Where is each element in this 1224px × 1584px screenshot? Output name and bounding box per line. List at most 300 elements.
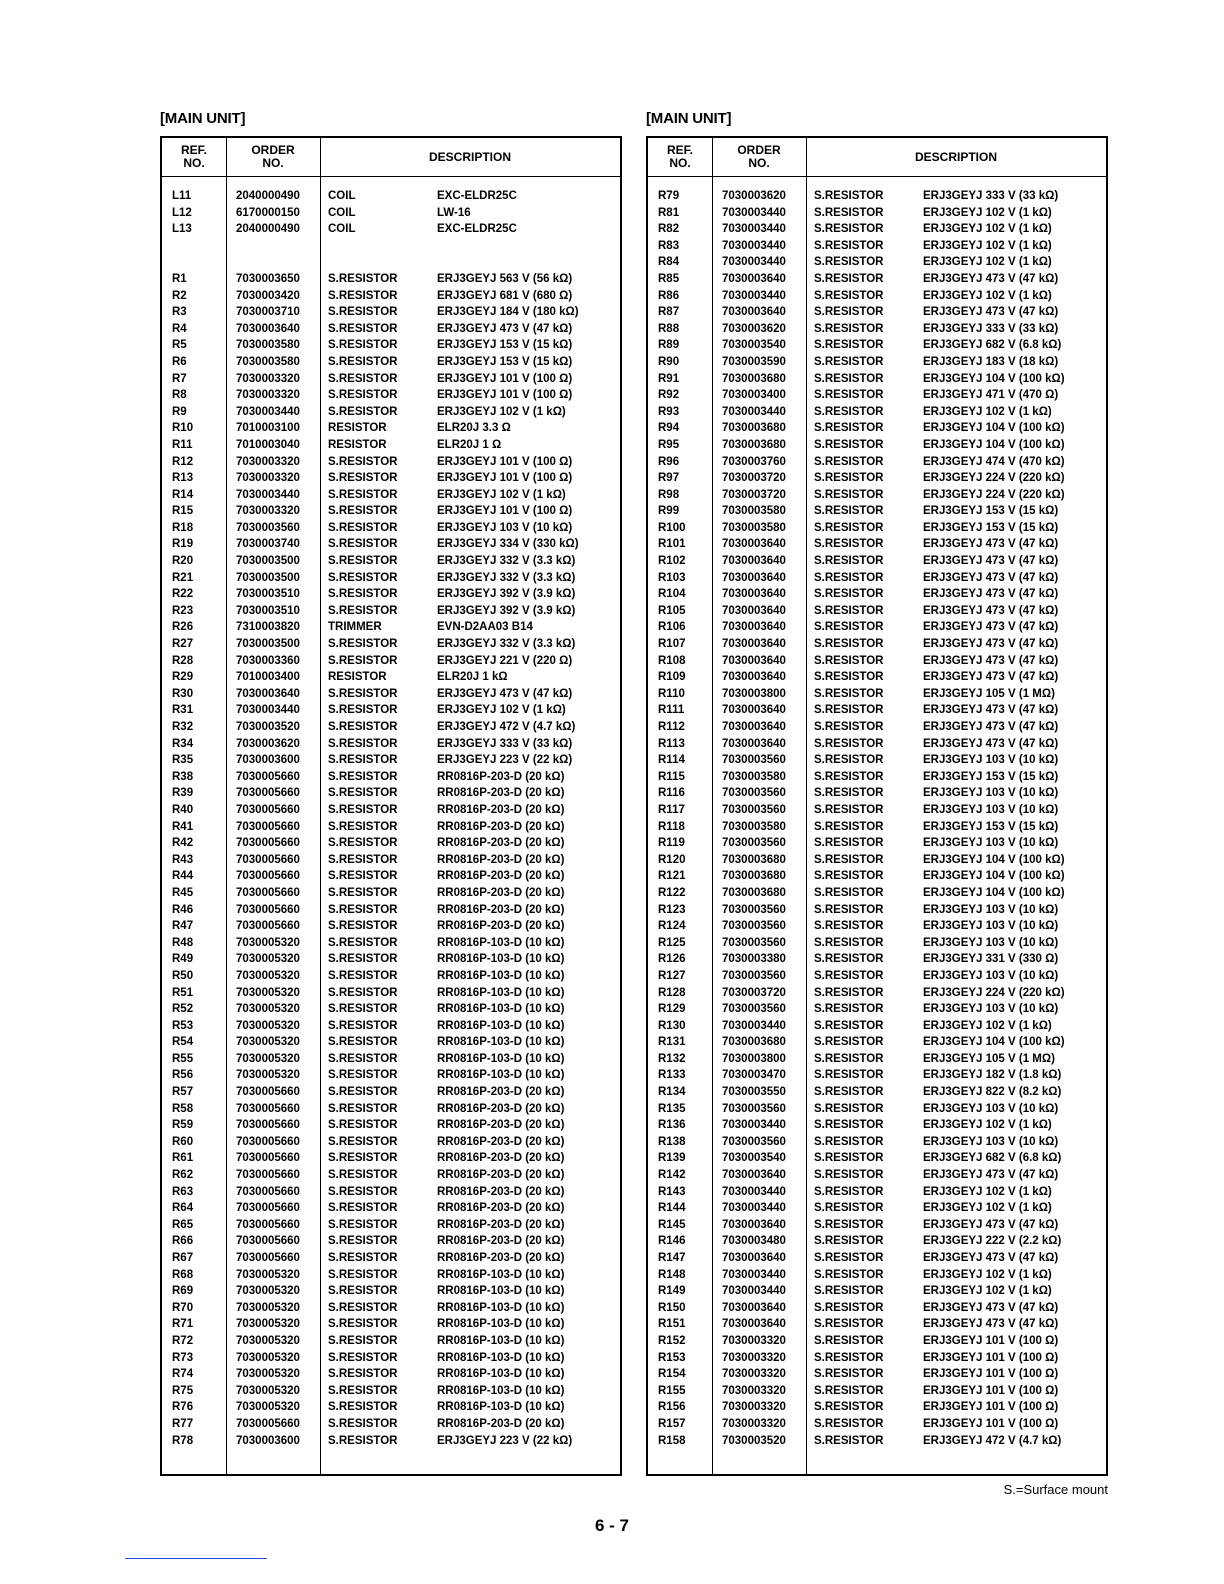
ref-no: R153: [658, 1351, 686, 1364]
part-value: ERJ3GEYJ 473 V (47 kΩ): [923, 571, 1059, 584]
part-type: S.RESISTOR: [814, 1235, 884, 1248]
table-row: [648, 238, 1106, 255]
part-value: ERJ3GEYJ 332 V (3.3 kΩ): [437, 571, 576, 584]
table-row: [162, 1184, 620, 1201]
ref-no: R87: [658, 306, 680, 319]
ref-no: R146: [658, 1235, 686, 1248]
part-type: S.RESISTOR: [814, 853, 884, 866]
order-no: 7030003560: [722, 754, 786, 767]
order-no: 7030003500: [236, 638, 300, 651]
table-row: [648, 1001, 1106, 1018]
part-type: S.RESISTOR: [814, 737, 884, 750]
part-value: ERJ3GEYJ 473 V (47 kΩ): [923, 1169, 1059, 1182]
table-row: [648, 205, 1106, 222]
part-value: RR0816P-203-D (20 kΩ): [437, 1202, 565, 1215]
ref-no: R28: [172, 654, 194, 667]
ref-no: R139: [658, 1152, 686, 1165]
ref-no: R52: [172, 1003, 194, 1016]
table-row: [162, 1018, 620, 1035]
order-no: 7030003440: [722, 1285, 786, 1298]
table-row: [162, 1250, 620, 1267]
order-no: 7030003720: [722, 472, 786, 485]
order-no: 7030003520: [236, 721, 300, 733]
part-value: RR0816P-203-D (20 kΩ): [437, 853, 565, 866]
part-value: ERJ3GEYJ 473 V (47 kΩ): [923, 1252, 1059, 1264]
ref-no: R117: [658, 803, 685, 816]
order-no: 7030003680: [722, 853, 786, 866]
part-value: ERJ3GEYJ 473 V (47 kΩ): [923, 621, 1059, 634]
ref-no: R120: [658, 853, 686, 866]
order-no: 7030005320: [236, 1036, 300, 1049]
order-no: 7030005320: [236, 969, 300, 982]
order-no: 7010003400: [236, 671, 300, 684]
ref-no: R98: [658, 488, 680, 501]
part-type: S.RESISTOR: [328, 936, 398, 949]
ref-no: R23: [172, 604, 194, 617]
part-value: ERJ3GEYJ 102 V (1 kΩ): [923, 1268, 1052, 1281]
part-value: RR0816P-203-D (20 kΩ): [437, 886, 565, 899]
part-value: RR0816P-103-D (10 kΩ): [437, 936, 565, 949]
part-type: S.RESISTOR: [328, 1102, 398, 1115]
table-row: [162, 769, 620, 786]
ref-no: R95: [658, 438, 680, 451]
part-value: RR0816P-203-D (20 kΩ): [437, 903, 565, 916]
table-row: [648, 570, 1106, 587]
ref-no: R143: [658, 1185, 686, 1198]
ref-no: R64: [172, 1202, 194, 1215]
part-value: ERJ3GEYJ 104 V (100 kΩ): [923, 870, 1065, 883]
order-no: 7030005320: [236, 1285, 300, 1298]
ref-no: R107: [658, 638, 686, 651]
part-type: S.RESISTOR: [328, 1019, 398, 1032]
part-value: ERJ3GEYJ 474 V (470 kΩ): [923, 455, 1065, 468]
part-value: ERJ3GEYJ 473 V (47 kΩ): [923, 671, 1059, 684]
part-type: S.RESISTOR: [814, 820, 884, 833]
ref-no: R158: [658, 1434, 686, 1447]
part-type: S.RESISTOR: [814, 1086, 884, 1099]
part-value: ERJ3GEYJ 473 V (47 kΩ): [923, 555, 1059, 568]
part-value: ERJ3GEYJ 104 V (100 kΩ): [923, 438, 1065, 451]
part-value: ERJ3GEYJ 102 V (1 kΩ): [923, 239, 1052, 252]
part-type: S.RESISTOR: [814, 190, 884, 202]
part-type: S.RESISTOR: [328, 1235, 398, 1248]
order-no: 7030003320: [722, 1351, 786, 1364]
table-row: [162, 188, 620, 205]
left-parts-panel: [160, 110, 622, 1476]
table-row: [648, 188, 1106, 205]
part-type: S.RESISTOR: [328, 920, 398, 933]
table-row: [648, 271, 1106, 288]
part-value: ERJ3GEYJ 101 V (100 Ω): [437, 472, 573, 485]
part-value: ERJ3GEYJ 103 V (10 kΩ): [923, 837, 1059, 850]
order-no: 7030003320: [236, 505, 300, 518]
part-value: ERJ3GEYJ 332 V (3.3 kΩ): [437, 638, 576, 651]
order-no: 7030003560: [722, 969, 786, 982]
footnote: S.=Surface mount: [1003, 1482, 1108, 1497]
order-no: 7030003500: [236, 555, 300, 568]
part-type: S.RESISTOR: [328, 272, 398, 285]
part-type: S.RESISTOR: [328, 1218, 398, 1231]
part-type: S.RESISTOR: [328, 1185, 398, 1198]
part-value: ERJ3GEYJ 103 V (10 kΩ): [923, 920, 1059, 933]
left-parts-table: [160, 136, 622, 1476]
part-type: S.RESISTOR: [328, 604, 398, 617]
part-type: S.RESISTOR: [328, 721, 398, 733]
table-row: [648, 769, 1106, 786]
order-no: 7030003540: [722, 1152, 786, 1165]
part-type: S.RESISTOR: [328, 654, 398, 667]
table-row: [648, 653, 1106, 670]
table-row: [648, 487, 1106, 504]
part-value: ERJ3GEYJ 473 V (47 kΩ): [923, 721, 1059, 733]
table-row: [648, 736, 1106, 753]
order-no: 7030003640: [722, 721, 786, 733]
order-no: 7030003440: [722, 1119, 786, 1132]
order-no: 7030003440: [722, 1202, 786, 1215]
part-type: S.RESISTOR: [328, 1417, 398, 1430]
ref-no: R113: [658, 737, 685, 750]
table-row: [648, 1018, 1106, 1035]
ref-no: R110: [658, 687, 685, 700]
order-no: 7030003360: [236, 654, 300, 667]
ref-no: R127: [658, 969, 686, 982]
order-no: 7030003500: [236, 571, 300, 584]
part-type: S.RESISTOR: [814, 455, 884, 468]
part-type: S.RESISTOR: [328, 638, 398, 651]
part-type: S.RESISTOR: [328, 1169, 398, 1182]
part-type: S.RESISTOR: [328, 1086, 398, 1099]
part-type: S.RESISTOR: [328, 1334, 398, 1347]
part-type: S.RESISTOR: [328, 322, 398, 335]
order-no: 7030003620: [236, 737, 300, 750]
ref-no: R3: [172, 306, 187, 319]
table-row: [162, 1316, 620, 1333]
ref-no: R6: [172, 355, 187, 368]
part-type: S.RESISTOR: [814, 969, 884, 982]
part-value: RR0816P-103-D (10 kΩ): [437, 1268, 565, 1281]
part-value: ERJ3GEYJ 102 V (1 kΩ): [923, 289, 1052, 302]
part-type: S.RESISTOR: [814, 837, 884, 850]
table-row: [162, 437, 620, 454]
left-unit-title: [MAIN UNIT]: [160, 110, 246, 127]
ref-no: R43: [172, 853, 194, 866]
table-row: [162, 752, 620, 769]
part-value: RR0816P-203-D (20 kΩ): [437, 1086, 565, 1099]
order-no: 7030003680: [722, 1036, 786, 1049]
part-value: ERJ3GEYJ 153 V (15 kΩ): [923, 505, 1059, 518]
part-type: S.RESISTOR: [814, 1102, 884, 1115]
ref-no: R20: [172, 555, 194, 568]
table-row: [648, 785, 1106, 802]
part-value: RR0816P-103-D (10 kΩ): [437, 1285, 565, 1298]
ref-no: R50: [172, 969, 194, 982]
part-value: ERJ3GEYJ 473 V (47 kΩ): [437, 322, 573, 335]
part-value: ERJ3GEYJ 102 V (1 kΩ): [437, 488, 566, 501]
order-no: 7030003320: [236, 389, 300, 402]
ref-no: R71: [172, 1318, 194, 1331]
order-no: 7030003440: [722, 1268, 786, 1281]
part-type: S.RESISTOR: [814, 604, 884, 617]
table-row: [162, 304, 620, 321]
ref-no: R91: [658, 372, 680, 385]
left-rows: [162, 188, 620, 1449]
ref-no: R86: [658, 289, 680, 302]
part-type: S.RESISTOR: [814, 1135, 884, 1148]
order-no: 7030003680: [722, 870, 786, 883]
ref-no: R73: [172, 1351, 194, 1364]
part-value: ERJ3GEYJ 184 V (180 kΩ): [437, 306, 579, 319]
ref-no: R57: [172, 1086, 194, 1099]
part-type: S.RESISTOR: [814, 1301, 884, 1314]
table-row: [648, 835, 1106, 852]
ref-no: R14: [172, 488, 194, 501]
table-row: [162, 1433, 620, 1450]
order-no: 7030005660: [236, 853, 300, 866]
part-value: ELR20J 1 Ω: [437, 438, 502, 451]
ref-no: R142: [658, 1169, 686, 1182]
part-type: S.RESISTOR: [814, 256, 884, 269]
table-row: [648, 1217, 1106, 1234]
part-type: S.RESISTOR: [814, 787, 884, 800]
ref-no: R84: [658, 256, 680, 269]
part-value: ERJ3GEYJ 153 V (15 kΩ): [437, 339, 573, 352]
ref-no: R133: [658, 1069, 686, 1082]
order-no: 7030005660: [236, 820, 300, 833]
ref-no: R130: [658, 1019, 686, 1032]
table-row: [648, 1399, 1106, 1416]
order-no: 7030003510: [236, 604, 300, 617]
part-type: S.RESISTOR: [328, 588, 398, 601]
part-type: S.RESISTOR: [328, 488, 398, 501]
ref-no: R154: [658, 1368, 686, 1381]
order-no: 7030003720: [722, 488, 786, 501]
part-value: ERJ3GEYJ 392 V (3.9 kΩ): [437, 588, 576, 601]
part-value: RR0816P-103-D (10 kΩ): [437, 1003, 565, 1016]
part-type: S.RESISTOR: [328, 1384, 398, 1397]
ref-no: R144: [658, 1202, 686, 1215]
part-type: S.RESISTOR: [328, 1069, 398, 1082]
order-no: 7030003640: [722, 1252, 786, 1264]
order-no: 7030005660: [236, 920, 300, 933]
table-row: [162, 271, 620, 288]
order-no: 7030003320: [722, 1368, 786, 1381]
order-no: 7010003040: [236, 438, 300, 451]
table-row: [648, 553, 1106, 570]
order-no: 7030005320: [236, 1401, 300, 1414]
order-no: 7030005660: [236, 1102, 300, 1115]
order-no: 7030003800: [722, 1052, 786, 1065]
table-row: [162, 1217, 620, 1234]
part-value: ERJ3GEYJ 101 V (100 Ω): [923, 1334, 1059, 1347]
order-no: 7030005660: [236, 1235, 300, 1248]
part-type: S.RESISTOR: [814, 870, 884, 883]
order-no: 2040000490: [236, 223, 300, 236]
table-row: [648, 985, 1106, 1002]
part-value: ERJ3GEYJ 333 V (33 kΩ): [437, 737, 573, 750]
table-row: [648, 1316, 1106, 1333]
table-row: [648, 420, 1106, 437]
part-value: RR0816P-103-D (10 kΩ): [437, 1052, 565, 1065]
table-row: [162, 1366, 620, 1383]
order-no: 7310003820: [236, 621, 300, 634]
order-no: 7030003760: [722, 455, 786, 468]
order-no: 7030003560: [722, 787, 786, 800]
table-row: [648, 918, 1106, 935]
ref-no: R116: [658, 787, 685, 800]
ref-no: R118: [658, 820, 685, 833]
table-row: [648, 1350, 1106, 1367]
ref-no: R79: [658, 190, 680, 202]
right-parts-panel: [646, 110, 1108, 1476]
ref-no: R12: [172, 455, 194, 468]
table-row: [162, 1283, 620, 1300]
part-type: S.RESISTOR: [328, 820, 398, 833]
part-value: ERJ3GEYJ 105 V (1 MΩ): [923, 1052, 1055, 1065]
part-value: ERJ3GEYJ 153 V (15 kΩ): [437, 355, 573, 368]
ref-no: R31: [172, 704, 194, 717]
ref-no: R102: [658, 555, 686, 568]
table-row: [648, 321, 1106, 338]
ref-no: R131: [658, 1036, 686, 1049]
part-value: ERJ3GEYJ 103 V (10 kΩ): [923, 803, 1059, 816]
table-row: [162, 1333, 620, 1350]
order-no: 7030003320: [236, 455, 300, 468]
table-row: [162, 1051, 620, 1068]
ref-no: R66: [172, 1235, 194, 1248]
table-row: [648, 437, 1106, 454]
part-type: S.RESISTOR: [814, 472, 884, 485]
order-no: 6170000150: [236, 206, 300, 219]
part-type: S.RESISTOR: [814, 389, 884, 402]
table-row: [162, 420, 620, 437]
table-row: [162, 636, 620, 653]
part-type: S.RESISTOR: [814, 1268, 884, 1281]
part-type: S.RESISTOR: [814, 422, 884, 435]
part-type: S.RESISTOR: [814, 1384, 884, 1397]
part-type: S.RESISTOR: [328, 853, 398, 866]
part-type: S.RESISTOR: [328, 903, 398, 916]
part-type: S.RESISTOR: [814, 405, 884, 418]
part-value: EVN-D2AA03 B14: [437, 621, 533, 634]
part-type: S.RESISTOR: [814, 339, 884, 352]
part-value: ERJ3GEYJ 681 V (680 Ω): [437, 289, 573, 302]
part-type: S.RESISTOR: [328, 289, 398, 302]
part-type: S.RESISTOR: [814, 1252, 884, 1264]
part-value: ERJ3GEYJ 103 V (10 kΩ): [437, 521, 573, 534]
part-type: S.RESISTOR: [814, 1351, 884, 1364]
part-type: S.RESISTOR: [814, 1334, 884, 1347]
ref-no: R129: [658, 1003, 686, 1016]
table-row: [648, 1117, 1106, 1134]
part-value: RR0816P-203-D (20 kΩ): [437, 1235, 565, 1248]
part-value: ERJ3GEYJ 473 V (47 kΩ): [923, 538, 1059, 551]
part-value: ERJ3GEYJ 473 V (47 kΩ): [437, 687, 573, 700]
part-value: ERJ3GEYJ 473 V (47 kΩ): [923, 588, 1059, 601]
ref-no: R26: [172, 621, 194, 634]
table-row: [162, 205, 620, 222]
part-type: S.RESISTOR: [328, 886, 398, 899]
right-description-header: DESCRIPTION: [914, 149, 997, 164]
order-no: 7030003640: [722, 1218, 786, 1231]
ref-no: R138: [658, 1135, 686, 1148]
ref-no: R85: [658, 272, 680, 285]
order-no: 7030005660: [236, 903, 300, 916]
table-row: [162, 619, 620, 636]
part-type: TRIMMER: [328, 621, 382, 634]
table-row: [162, 1167, 620, 1184]
part-type: S.RESISTOR: [328, 1135, 398, 1148]
part-value: RR0816P-103-D (10 kΩ): [437, 1069, 565, 1082]
part-type: S.RESISTOR: [328, 837, 398, 850]
table-row: [648, 404, 1106, 421]
part-value: RR0816P-103-D (10 kΩ): [437, 1368, 565, 1381]
order-no: 7030003440: [236, 704, 300, 717]
part-value: ERJ3GEYJ 103 V (10 kΩ): [923, 1003, 1059, 1016]
part-type: S.RESISTOR: [814, 571, 884, 584]
part-value: ERJ3GEYJ 153 V (15 kΩ): [923, 820, 1059, 833]
part-type: S.RESISTOR: [328, 1003, 398, 1016]
ref-no: R78: [172, 1434, 194, 1447]
order-no: 7030005660: [236, 1417, 300, 1430]
part-type: S.RESISTOR: [328, 1351, 398, 1364]
part-value: ERJ3GEYJ 105 V (1 MΩ): [923, 687, 1055, 700]
ref-no: R65: [172, 1218, 194, 1231]
order-no: 7030005660: [236, 1218, 300, 1231]
table-row: [648, 1184, 1106, 1201]
table-row: [162, 354, 620, 371]
right-parts-table: [646, 136, 1108, 1476]
table-row: [648, 254, 1106, 271]
ref-no: R29: [172, 671, 194, 684]
order-no: 7030003710: [236, 306, 300, 319]
part-value: ERJ3GEYJ 221 V (220 Ω): [437, 654, 573, 667]
part-value: ERJ3GEYJ 102 V (1 kΩ): [923, 256, 1052, 269]
part-value: RR0816P-103-D (10 kΩ): [437, 1334, 565, 1347]
part-value: RR0816P-203-D (20 kΩ): [437, 870, 565, 883]
table-row: [162, 1416, 620, 1433]
part-value: ERJ3GEYJ 104 V (100 kΩ): [923, 1036, 1065, 1049]
part-type: S.RESISTOR: [328, 1268, 398, 1281]
part-value: RR0816P-103-D (10 kΩ): [437, 1019, 565, 1032]
ref-no: R105: [658, 604, 686, 617]
part-value: ERJ3GEYJ 473 V (47 kΩ): [923, 306, 1059, 319]
part-type: S.RESISTOR: [814, 1003, 884, 1016]
part-value: ERJ3GEYJ 472 V (4.7 kΩ): [923, 1434, 1062, 1447]
part-value: ERJ3GEYJ 473 V (47 kΩ): [923, 654, 1059, 667]
part-value: ERJ3GEYJ 102 V (1 kΩ): [923, 1202, 1052, 1215]
part-value: ERJ3GEYJ 333 V (33 kΩ): [923, 190, 1059, 202]
ref-no: R100: [658, 521, 686, 534]
ref-no: R7: [172, 372, 187, 385]
ref-no: R126: [658, 953, 686, 966]
part-type: S.RESISTOR: [814, 1202, 884, 1215]
ref-no: R81: [658, 206, 680, 219]
part-type: S.RESISTOR: [814, 1069, 884, 1082]
part-value: RR0816P-203-D (20 kΩ): [437, 837, 565, 850]
table-row: [162, 371, 620, 388]
part-type: S.RESISTOR: [328, 472, 398, 485]
table-row: [648, 752, 1106, 769]
table-row: [648, 371, 1106, 388]
part-type: RESISTOR: [328, 671, 387, 684]
order-no: 7030003560: [722, 1135, 786, 1148]
part-type: S.RESISTOR: [328, 953, 398, 966]
table-row: [162, 968, 620, 985]
part-value: RR0816P-103-D (10 kΩ): [437, 1301, 565, 1314]
order-no: 7030003580: [236, 355, 300, 368]
ref-no: R136: [658, 1119, 686, 1132]
part-type: S.RESISTOR: [328, 306, 398, 319]
